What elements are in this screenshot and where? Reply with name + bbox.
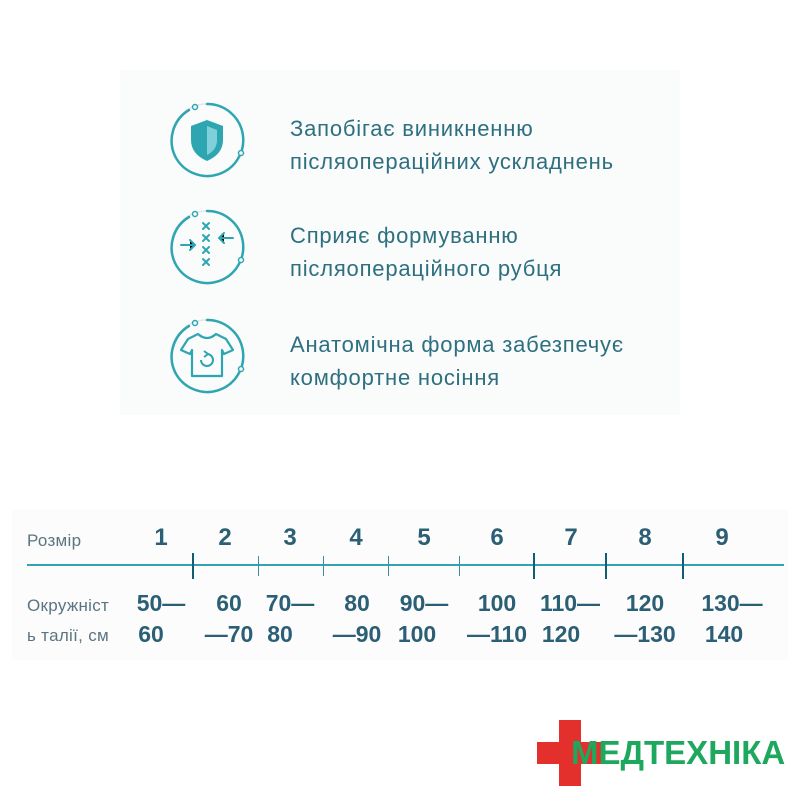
waist-range-line: 120 [625,590,665,616]
waist-range-line: —130 [614,621,676,647]
waist-range-line: 60 [138,621,164,647]
size-number: 4 [349,524,363,551]
waist-range-line: —90 [332,621,382,647]
waist-range-line: 60 [216,590,242,616]
medtechnika-logo [535,718,795,788]
size-number: 1 [154,524,168,551]
waist-range-line: 100 [477,590,517,616]
waist-label-line2: ь талії, см [27,626,109,645]
features-panel [120,70,680,415]
waist-label-line1: Окружніст [27,596,110,615]
feature-item [165,205,675,295]
feature-line: Запобігає виникненню [290,116,534,141]
scale-tick [323,556,324,576]
feature-line: Сприяє формуванню [290,223,519,248]
scale-tick [258,556,259,576]
scale-tick [459,556,460,576]
size-number: 3 [283,524,297,551]
feature-line: комфортне носіння [290,365,500,390]
size-number: 6 [490,524,504,551]
size-label: Розмір [27,531,82,550]
size-number: 2 [218,524,232,551]
waist-range-line: 50— [136,590,186,616]
logo-text: МЕДТЕХНІКА [571,734,786,771]
size-scale-line [27,564,784,566]
scale-tick [533,553,535,579]
scale-tick [605,553,607,579]
size-number: 5 [417,524,431,551]
suture-icon [165,205,255,295]
scale-tick [388,556,389,576]
feature-line: післяопераційного рубця [290,256,563,281]
waist-range-line: 80 [344,590,370,616]
waist-range-line: 130— [701,590,763,616]
size-number: 9 [715,524,729,551]
waist-range-line: 140 [704,621,744,647]
waist-range-line: —110 [466,621,528,647]
waist-range [687,588,777,650]
shirt-icon [165,314,255,404]
feature-item [165,98,675,188]
shield-icon [165,98,255,188]
waist-range-line: 120 [541,621,581,647]
waist-range-line: 90— [399,590,449,616]
feature-line: післяопераційних ускладнень [290,149,614,174]
waist-range-line: 70— [265,590,315,616]
size-number: 7 [564,524,578,551]
scale-tick [682,553,684,579]
feature-line: Анатомічна форма забезпечує [290,332,624,357]
size-number: 8 [638,524,652,551]
feature-item [165,314,675,404]
waist-range-line: 100 [397,621,437,647]
scale-tick [192,553,194,579]
waist-range-line: 80 [267,621,293,647]
waist-range-line: 110— [539,590,601,616]
waist-range-line: —70 [204,621,254,647]
size-table [12,510,788,660]
